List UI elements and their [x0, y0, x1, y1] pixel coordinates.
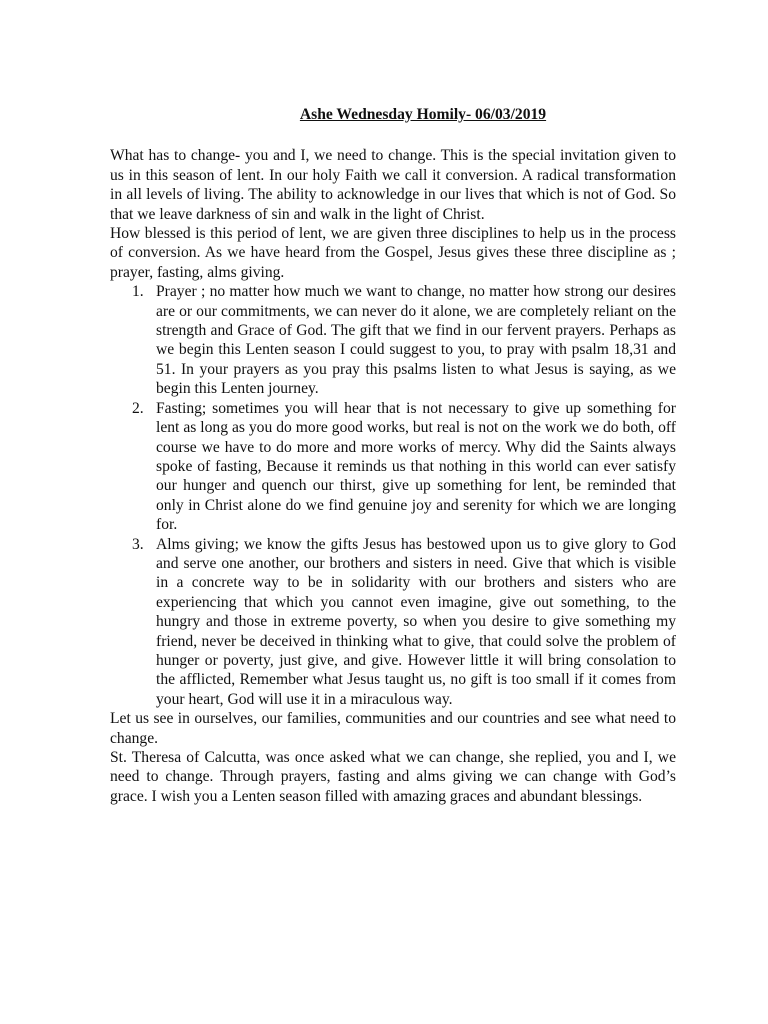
reflection-paragraph: Let us see in ourselves, our families, communities and our countries and see what need to change.: [110, 710, 676, 747]
list-item-text: Alms giving; we know the gifts Jesus has bestowed upon us to give glory to God and serve one another, our brothers and sisters in need. Give that which is visible in a concrete way to be in solidarity with our brothers and sisters who are experiencing that which you cannot even imagine, give out something, to the hungry and those in extreme poverty, so when you desire to give something my friend, never be deceived in thinking what to give, that could solve the problem of hunger or poverty, just give, and give. However little it will bring consolation to the afflicted, Remember what Jesus taught us, no gift is too small if it comes from your heart, God will use it in a miraculous way.: [156, 535, 676, 708]
closing-paragraph: St. Theresa of Calcutta, was once asked what we can change, she replied, you and I, we need to change. Through prayers, fasting and alms giving we can change with God’s grace. I wish you a Lenten season filled with amazing graces and abundant blessings.: [110, 749, 676, 805]
list-item-fasting: [132, 399, 676, 535]
intro-paragraph: What has to change- you and I, we need to change. This is the special invitation given to us in this season of lent. In our holy Faith we call it conversion. A radical transformation in all levels of living. The ability to acknowledge in our lives that which is not of God. So that we leave darkness of sin and walk in the light of Christ.: [110, 147, 676, 223]
homily-document: [110, 105, 676, 806]
list-item-text: Fasting; sometimes you will hear that is not necessary to give up something for lent as long as you do more good works, but real is not on the work we do both, off course we have to do more and more works of mercy. Why did the Saints always spoke of fasting, Because it reminds us that nothing in this world can ever satisfy our hunger and quench our thirst, give up something for lent, be reminded that only in Christ alone do we find genuine joy and serenity for which we are longing for.: [156, 399, 676, 534]
list-item-number: 3.: [132, 535, 144, 553]
disciplines-list: [110, 282, 676, 709]
disciplines-paragraph: How blessed is this period of lent, we are given three disciplines to help us in the process of conversion. As we have heard from the Gospel, Jesus gives these three discipline as ; prayer, fasting, alms giving.: [110, 225, 676, 281]
list-item-alms-giving: [132, 535, 676, 710]
list-item-prayer: [132, 282, 676, 398]
list-item-number: 1.: [132, 283, 144, 301]
list-item-number: 2.: [132, 399, 144, 417]
list-item-text: Prayer ; no matter how much we want to change, no matter how strong our desires are or our commitments, we can never do it alone, we are completely reliant on the strength and Grace of God. The gift that we find in our fervent prayers. Perhaps as we begin this Lenten season I could suggest to you, to pray with psalm 18,31 and 51. In your prayers as you pray this psalms listen to what Jesus is saying, as we begin this Lenten journey.: [156, 283, 676, 398]
document-title: Ashe Wednesday Homily- 06/03/2019: [299, 106, 547, 123]
